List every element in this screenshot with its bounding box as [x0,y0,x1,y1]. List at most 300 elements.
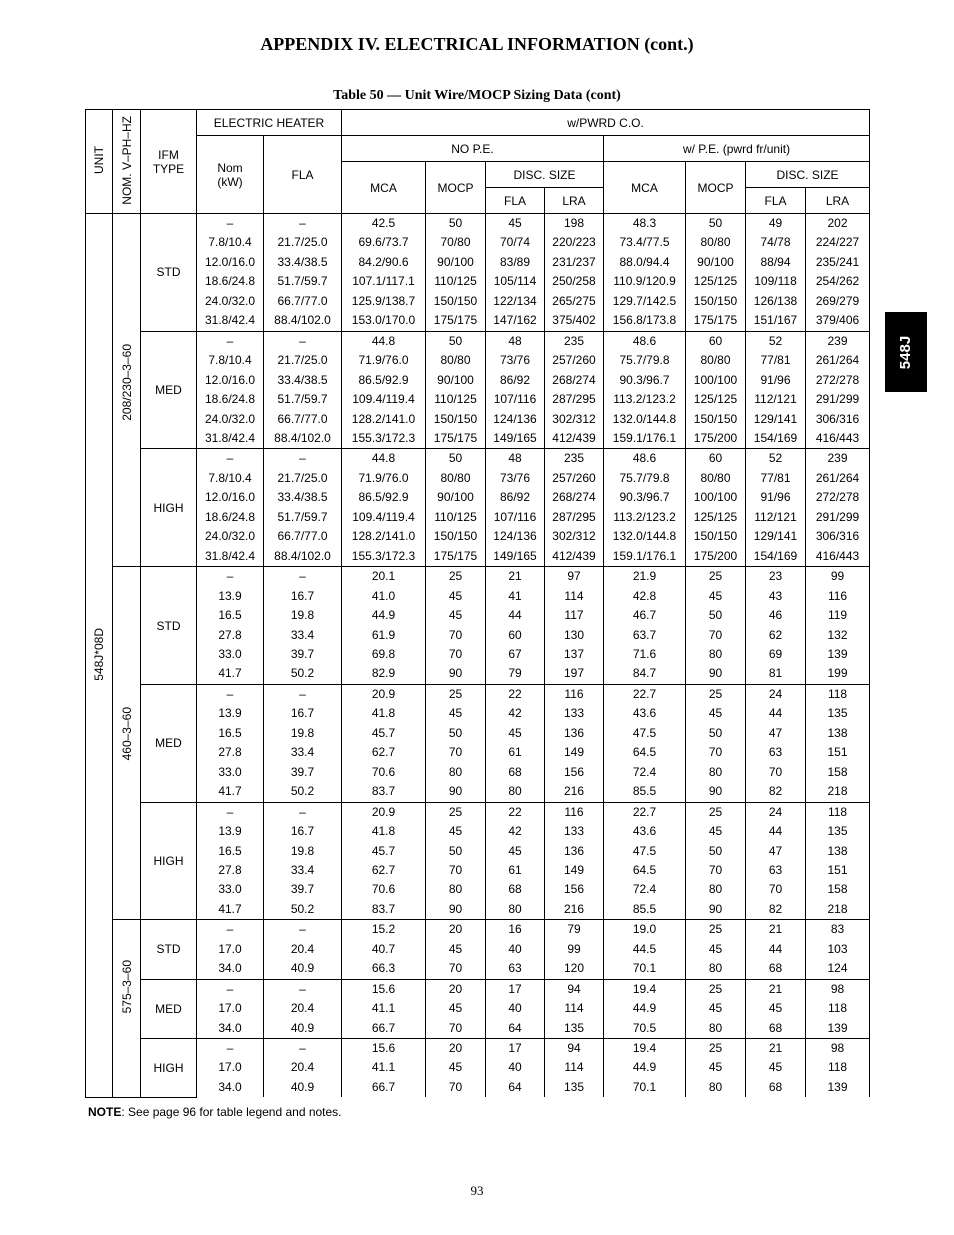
data-cell: 17.0 [197,940,264,959]
data-cell: 261/264 [806,469,870,488]
data-cell: 175/175 [426,547,486,567]
data-cell: 45 [426,606,486,625]
data-cell: – [197,920,264,940]
data-cell: 136 [545,842,604,861]
data-cell: 151 [806,861,870,880]
data-cell: 15.6 [342,1039,426,1059]
data-cell: 90/100 [426,371,486,390]
data-cell: 45.7 [342,842,426,861]
data-cell: 25 [426,684,486,704]
data-cell: 132 [806,626,870,645]
data-cell: 90 [686,782,746,802]
data-cell: 45 [686,822,746,841]
data-cell: – [197,684,264,704]
unit-cell: 548J*08D [86,214,113,1098]
data-cell: 90.3/96.7 [604,371,686,390]
data-cell: 155.3/172.3 [342,429,426,449]
data-cell: 291/299 [806,508,870,527]
data-cell: 125/125 [686,390,746,409]
data-cell: 16 [486,920,545,940]
data-cell: 99 [545,940,604,959]
data-cell: 27.8 [197,861,264,880]
data-cell: 39.7 [264,880,342,899]
data-cell: 114 [545,1058,604,1077]
data-cell: 80/80 [686,351,746,370]
data-cell: 44.9 [342,606,426,625]
data-cell: 43.6 [604,822,686,841]
data-cell: 150/150 [426,410,486,429]
data-cell: 44.9 [604,999,686,1018]
data-cell: 202 [806,214,870,234]
data-cell: 90/100 [686,253,746,272]
data-cell: – [264,331,342,351]
ifm-type-header: IFM TYPE [141,110,197,214]
data-cell: 24.0/32.0 [197,410,264,429]
data-cell: 12.0/16.0 [197,253,264,272]
data-cell: 139 [806,1019,870,1039]
data-cell: 66.3 [342,959,426,979]
data-cell: 34.0 [197,959,264,979]
data-cell: 107.1/117.1 [342,272,426,291]
data-cell: 63 [746,861,806,880]
data-cell: 122/134 [486,292,545,311]
table-row [86,782,870,802]
data-cell: 90 [426,664,486,684]
data-cell: 116 [806,587,870,606]
data-cell: – [264,449,342,469]
data-cell: 86/92 [486,371,545,390]
data-cell: 71.9/76.0 [342,469,426,488]
data-cell: 98 [806,1039,870,1059]
table-row [86,763,870,782]
data-cell: 50 [686,842,746,861]
data-cell: 118 [806,684,870,704]
data-cell: 17 [486,979,545,999]
data-cell: 47 [746,842,806,861]
data-cell: 135 [806,822,870,841]
data-cell: 45 [486,724,545,743]
data-cell: 77/81 [746,469,806,488]
data-cell: – [197,331,264,351]
data-cell: 150/150 [426,527,486,546]
data-cell: 175/175 [686,311,746,331]
data-cell: 20 [426,1039,486,1059]
data-cell: 23 [746,567,806,587]
data-cell: 18.6/24.8 [197,508,264,527]
data-cell: 124/136 [486,410,545,429]
data-cell: 33.4/38.5 [264,371,342,390]
data-cell: 34.0 [197,1078,264,1097]
table-row [86,979,870,999]
table-row [86,547,870,567]
data-cell: 24.0/32.0 [197,527,264,546]
data-cell: 25 [686,684,746,704]
data-cell: 62.7 [342,861,426,880]
data-cell: 7.8/10.4 [197,351,264,370]
data-cell: 79 [545,920,604,940]
table-row [86,724,870,743]
data-cell: 20.4 [264,940,342,959]
table-row [86,940,870,959]
data-cell: 68 [746,1019,806,1039]
data-cell: 34.0 [197,1019,264,1039]
data-cell: 21 [746,979,806,999]
data-cell: 41.7 [197,782,264,802]
data-cell: 48 [486,331,545,351]
data-cell: 16.5 [197,606,264,625]
table-row [86,626,870,645]
data-cell: 218 [806,900,870,920]
pe-mocp-header: MOCP [686,162,746,214]
no-pe-disc-fla-header: FLA [486,188,545,214]
data-cell: 70 [686,743,746,762]
data-cell: 33.4/38.5 [264,488,342,507]
data-cell: 71.9/76.0 [342,351,426,370]
data-cell: 88.0/94.4 [604,253,686,272]
data-cell: 75.7/79.8 [604,469,686,488]
data-cell: 19.4 [604,1039,686,1059]
data-cell: 16.5 [197,724,264,743]
data-cell: 175/200 [686,429,746,449]
data-cell: 126/138 [746,292,806,311]
data-cell: 50 [426,724,486,743]
data-cell: 50 [426,449,486,469]
data-cell: 33.0 [197,645,264,664]
data-cell: 90 [686,900,746,920]
data-cell: 70 [426,645,486,664]
data-cell: 31.8/42.4 [197,429,264,449]
data-cell: 216 [545,782,604,802]
table-row [86,567,870,587]
data-cell: 43.6 [604,704,686,723]
table-row [86,920,870,940]
data-cell: 133 [545,822,604,841]
table-row [86,1019,870,1039]
data-cell: 80 [686,645,746,664]
data-cell: 45 [686,587,746,606]
pe-mca-header: MCA [604,162,686,214]
data-cell: 21.7/25.0 [264,351,342,370]
data-cell: 80/80 [426,351,486,370]
data-cell: 120 [545,959,604,979]
ifm-type-cell: MED [141,979,197,1038]
data-cell: 80 [686,1019,746,1039]
data-cell: 45 [746,1058,806,1077]
data-cell: 250/258 [545,272,604,291]
table-row [86,311,870,331]
pwrd-co-header: w/PWRD C.O. [342,110,870,136]
data-cell: 118 [806,1058,870,1077]
data-cell: 44 [486,606,545,625]
pe-disc-fla-header: FLA [746,188,806,214]
data-cell: 216 [545,900,604,920]
table-row [86,508,870,527]
data-cell: 27.8 [197,743,264,762]
data-cell: 44.5 [604,940,686,959]
data-cell: 86.5/92.9 [342,371,426,390]
data-cell: 12.0/16.0 [197,488,264,507]
data-cell: 150/150 [426,292,486,311]
data-cell: 197 [545,664,604,684]
table-row [86,645,870,664]
data-cell: – [264,802,342,822]
data-cell: 151 [806,743,870,762]
data-cell: 412/439 [545,429,604,449]
ifm-type-cell: MED [141,331,197,449]
data-cell: 97 [545,567,604,587]
data-cell: 25 [426,567,486,587]
data-cell: 175/200 [686,547,746,567]
data-cell: 48.3 [604,214,686,234]
table-row [86,390,870,409]
table-row [86,684,870,704]
data-cell: 25 [686,979,746,999]
data-cell: 132.0/144.8 [604,410,686,429]
data-cell: 86/92 [486,488,545,507]
data-cell: 47 [746,724,806,743]
table-row [86,880,870,899]
data-cell: 138 [806,724,870,743]
data-cell: 130 [545,626,604,645]
data-cell: 88.4/102.0 [264,547,342,567]
data-cell: 149/165 [486,429,545,449]
data-cell: 239 [806,449,870,469]
data-cell: – [264,920,342,940]
table-row [86,233,870,252]
data-cell: 60 [686,449,746,469]
data-cell: 33.0 [197,880,264,899]
data-cell: 375/402 [545,311,604,331]
data-cell: 110/125 [426,272,486,291]
data-cell: 84.7 [604,664,686,684]
data-cell: 268/274 [545,371,604,390]
ifm-type-cell: HIGH [141,802,197,920]
data-cell: 48.6 [604,331,686,351]
data-cell: 40 [486,999,545,1018]
data-cell: 79 [486,664,545,684]
data-cell: 45 [686,999,746,1018]
data-cell: 44.8 [342,449,426,469]
data-cell: 153.0/170.0 [342,311,426,331]
data-cell: 63.7 [604,626,686,645]
data-cell: 88/94 [746,253,806,272]
ifm-type-cell: STD [141,214,197,332]
nom-kw-header: Nom (kW) [197,136,264,214]
data-cell: 44.9 [604,1058,686,1077]
data-cell: 50.2 [264,664,342,684]
data-cell: – [197,449,264,469]
data-cell: 45 [426,587,486,606]
data-cell: 82 [746,900,806,920]
data-cell: 66.7 [342,1078,426,1097]
data-cell: 42 [486,822,545,841]
data-cell: 133 [545,704,604,723]
data-cell: 129/141 [746,410,806,429]
data-cell: 150/150 [686,527,746,546]
data-cell: 109/118 [746,272,806,291]
data-cell: 41.1 [342,999,426,1018]
data-cell: 52 [746,449,806,469]
no-pe-header: NO P.E. [342,136,604,162]
table-row [86,292,870,311]
data-cell: 110.9/120.9 [604,272,686,291]
data-cell: 21.7/25.0 [264,233,342,252]
data-cell: 31.8/42.4 [197,547,264,567]
data-cell: 91/96 [746,488,806,507]
data-cell: 80/80 [686,233,746,252]
data-cell: 147/162 [486,311,545,331]
data-cell: 41 [486,587,545,606]
data-cell: 175/175 [426,429,486,449]
data-cell: 40.9 [264,1078,342,1097]
data-cell: 72.4 [604,763,686,782]
data-cell: 52 [746,331,806,351]
data-cell: 302/312 [545,527,604,546]
data-cell: 25 [426,802,486,822]
data-cell: 70 [686,626,746,645]
data-cell: 46.7 [604,606,686,625]
data-cell: 27.8 [197,626,264,645]
data-cell: 80 [686,1078,746,1097]
data-cell: 70.6 [342,763,426,782]
no-pe-mocp-header: MOCP [426,162,486,214]
data-cell: 109.4/119.4 [342,390,426,409]
data-cell: 116 [545,802,604,822]
data-cell: 16.7 [264,587,342,606]
data-cell: 138 [806,842,870,861]
data-cell: 13.9 [197,587,264,606]
data-cell: 83.7 [342,900,426,920]
data-cell: 379/406 [806,311,870,331]
data-cell: 90 [686,664,746,684]
data-cell: 235 [545,331,604,351]
data-cell: 412/439 [545,547,604,567]
data-cell: 7.8/10.4 [197,469,264,488]
data-cell: 72.4 [604,880,686,899]
data-cell: 50.2 [264,900,342,920]
data-cell: 19.8 [264,842,342,861]
table-row [86,606,870,625]
data-cell: 231/237 [545,253,604,272]
page-heading: APPENDIX IV. ELECTRICAL INFORMATION (cont.) [260,34,694,54]
data-cell: 45 [686,940,746,959]
data-cell: 44 [746,704,806,723]
data-cell: 85.5 [604,900,686,920]
data-cell: 22.7 [604,684,686,704]
data-cell: 16.7 [264,822,342,841]
data-cell: 80/80 [686,469,746,488]
data-cell: – [197,567,264,587]
data-cell: 306/316 [806,527,870,546]
data-cell: 80 [486,782,545,802]
data-cell: 90/100 [426,253,486,272]
data-cell: 31.8/42.4 [197,311,264,331]
data-cell: 45 [486,842,545,861]
data-cell: 50 [426,842,486,861]
data-cell: 12.0/16.0 [197,371,264,390]
data-cell: 94 [545,1039,604,1059]
data-cell: 20 [426,920,486,940]
data-cell: 50.2 [264,782,342,802]
data-cell: 132.0/144.8 [604,527,686,546]
data-cell: 45.7 [342,724,426,743]
data-cell: 125.9/138.7 [342,292,426,311]
data-cell: 19.8 [264,724,342,743]
data-cell: 69.6/73.7 [342,233,426,252]
data-cell: 43 [746,587,806,606]
data-cell: 42 [486,704,545,723]
data-cell: 40 [486,940,545,959]
no-pe-disc-lra-header: LRA [545,188,604,214]
data-cell: 149/165 [486,547,545,567]
table-row [86,1058,870,1077]
data-cell: 41.8 [342,704,426,723]
voltage-cell: 208/230–3–60 [113,214,141,567]
data-cell: 70 [426,1019,486,1039]
data-cell: 150/150 [686,292,746,311]
data-cell: 257/260 [545,469,604,488]
data-cell: 25 [686,802,746,822]
ifm-type-cell: HIGH [141,449,197,567]
table-row [86,999,870,1018]
data-cell: 24.0/32.0 [197,292,264,311]
data-cell: 20.4 [264,1058,342,1077]
data-cell: 136 [545,724,604,743]
data-cell: 70 [746,763,806,782]
data-cell: 268/274 [545,488,604,507]
data-cell: 45 [426,1058,486,1077]
data-cell: 139 [806,1078,870,1097]
data-cell: 306/316 [806,410,870,429]
data-cell: 80 [686,763,746,782]
table-row [86,664,870,684]
data-cell: 154/169 [746,547,806,567]
table-row [86,959,870,979]
data-cell: 19.4 [604,979,686,999]
data-cell: 257/260 [545,351,604,370]
data-cell: 44 [746,822,806,841]
data-cell: 125/125 [686,508,746,527]
data-cell: 50 [426,214,486,234]
data-cell: 155.3/172.3 [342,547,426,567]
data-cell: 74/78 [746,233,806,252]
data-cell: 60 [686,331,746,351]
electric-heater-header: ELECTRIC HEATER [197,110,342,136]
data-cell: 63 [486,959,545,979]
data-cell: 154/169 [746,429,806,449]
data-cell: 272/278 [806,371,870,390]
data-cell: 42.8 [604,587,686,606]
data-cell: 45 [426,704,486,723]
data-cell: 33.4 [264,861,342,880]
table-row [86,253,870,272]
data-cell: 47.5 [604,724,686,743]
data-cell: 21 [746,1039,806,1059]
data-cell: 39.7 [264,763,342,782]
data-cell: 70 [426,861,486,880]
data-cell: 90 [426,900,486,920]
data-cell: 110/125 [426,390,486,409]
data-cell: 70.5 [604,1019,686,1039]
data-cell: 64 [486,1078,545,1097]
table-row [86,429,870,449]
data-cell: 69.8 [342,645,426,664]
data-cell: 82 [746,782,806,802]
data-cell: 48 [486,449,545,469]
data-cell: 129/141 [746,527,806,546]
data-cell: – [264,979,342,999]
data-cell: 51.7/59.7 [264,508,342,527]
